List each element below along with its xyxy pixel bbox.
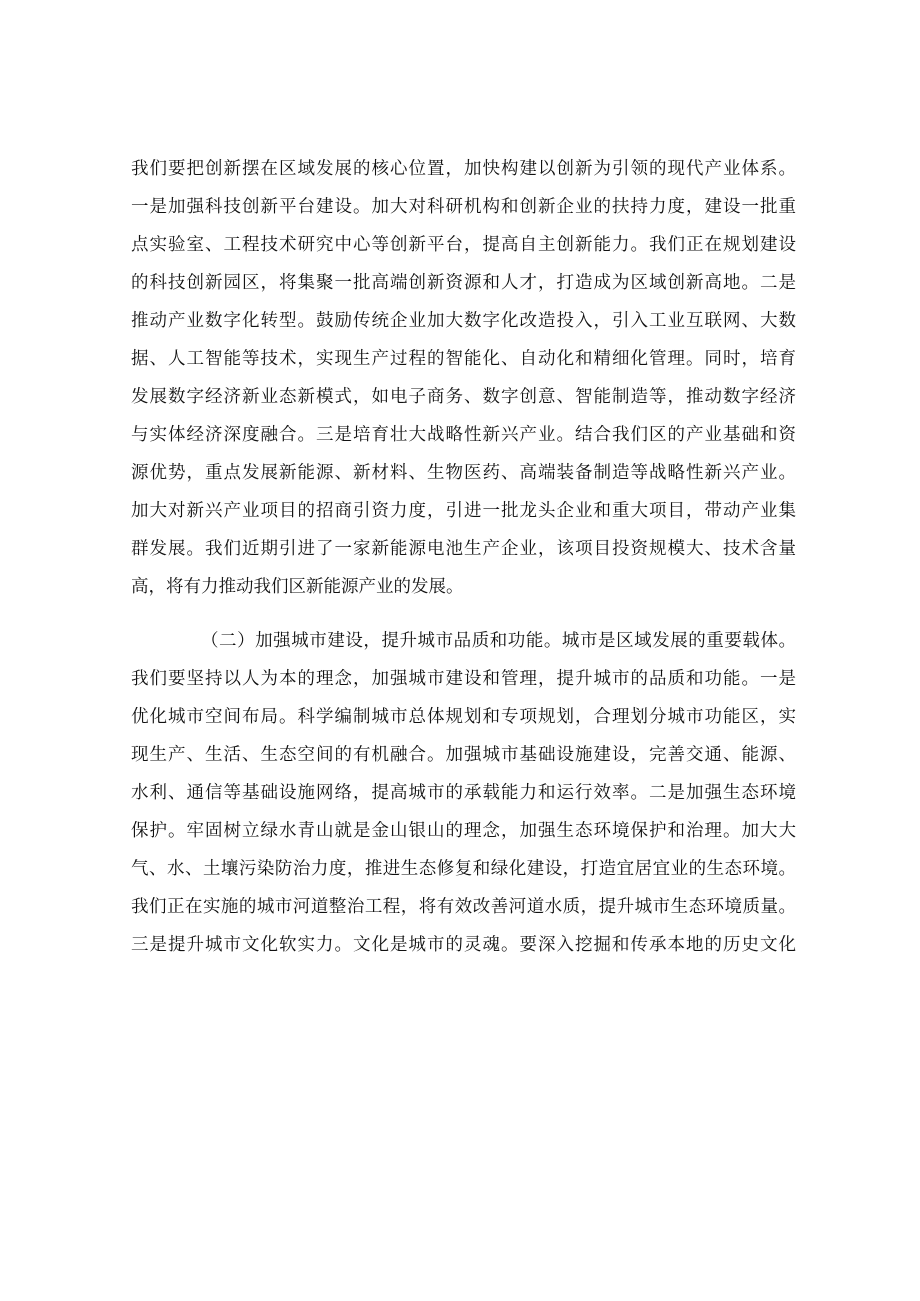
text-line: 加大对新兴产业项目的招商引资力度，引进一批龙头企业和重大项目，带动产业集 xyxy=(131,501,796,521)
text-line: 现生产、生活、生态空间的有机融合。加强城市基础设施建设，完善交通、能源、 xyxy=(131,745,796,765)
text-line: 源优势，重点发展新能源、新材料、生物医药、高端装备制造等战略性新兴产业。 xyxy=(131,463,796,483)
text-line: 保护。牢固树立绿水青山就是金山银山的理念，加强生态环境保护和治理。加大大 xyxy=(131,821,796,841)
text-line: 群发展。我们近期引进了一家新能源电池生产企业，该项目投资规模大、技术含量 xyxy=(131,539,796,559)
text-line: 高，将有力推动我们区新能源产业的发展。 xyxy=(131,577,464,597)
text-line: 三是提升城市文化软实力。文化是城市的灵魂。要深入挖掘和传承本地的历史文化 xyxy=(131,935,796,955)
text-line: 点实验室、工程技术研究中心等创新平台，提高自主创新能力。我们正在规划建设 xyxy=(131,235,796,255)
text-line: 水利、通信等基础设施网络，提高城市的承载能力和运行效率。二是加强生态环境 xyxy=(131,783,796,803)
text-line: 与实体经济深度融合。三是培育壮大战略性新兴产业。结合我们区的产业基础和资 xyxy=(131,425,796,445)
text-line: 的科技创新园区，将集聚一批高端创新资源和人才，打造成为区域创新高地。二是 xyxy=(131,273,796,293)
paragraph-spacer xyxy=(131,606,796,622)
paragraph-city-construction xyxy=(131,622,796,964)
text-line: 一是加强科技创新平台建设。加大对科研机构和创新企业的扶持力度，建设一批重 xyxy=(131,197,796,217)
section-heading-line: （二）加强城市建设，提升城市品质和功能。城市是区域发展的重要载体。 xyxy=(201,631,796,651)
text-line: 推动产业数字化转型。鼓励传统企业加大数字化改造投入，引入工业互联网、大数 xyxy=(131,311,796,331)
text-line: 优化城市空间布局。科学编制城市总体规划和专项规划，合理划分城市功能区，实 xyxy=(131,707,796,727)
text-line: 我们要坚持以人为本的理念，加强城市建设和管理，提升城市的品质和功能。一是 xyxy=(131,669,796,689)
document-page xyxy=(131,150,796,964)
paragraph-innovation xyxy=(131,150,796,606)
text-line: 我们正在实施的城市河道整治工程，将有效改善河道水质，提升城市生态环境质量。 xyxy=(131,897,796,917)
text-line: 发展数字经济新业态新模式，如电子商务、数字创意、智能制造等，推动数字经济 xyxy=(131,387,796,407)
text-line: 据、人工智能等技术，实现生产过程的智能化、自动化和精细化管理。同时，培育 xyxy=(131,349,796,369)
text-line: 我们要把创新摆在区域发展的核心位置，加快构建以创新为引领的现代产业体系。 xyxy=(131,159,796,179)
text-line: 气、水、土壤污染防治力度，推进生态修复和绿化建设，打造宜居宜业的生态环境。 xyxy=(131,859,796,879)
